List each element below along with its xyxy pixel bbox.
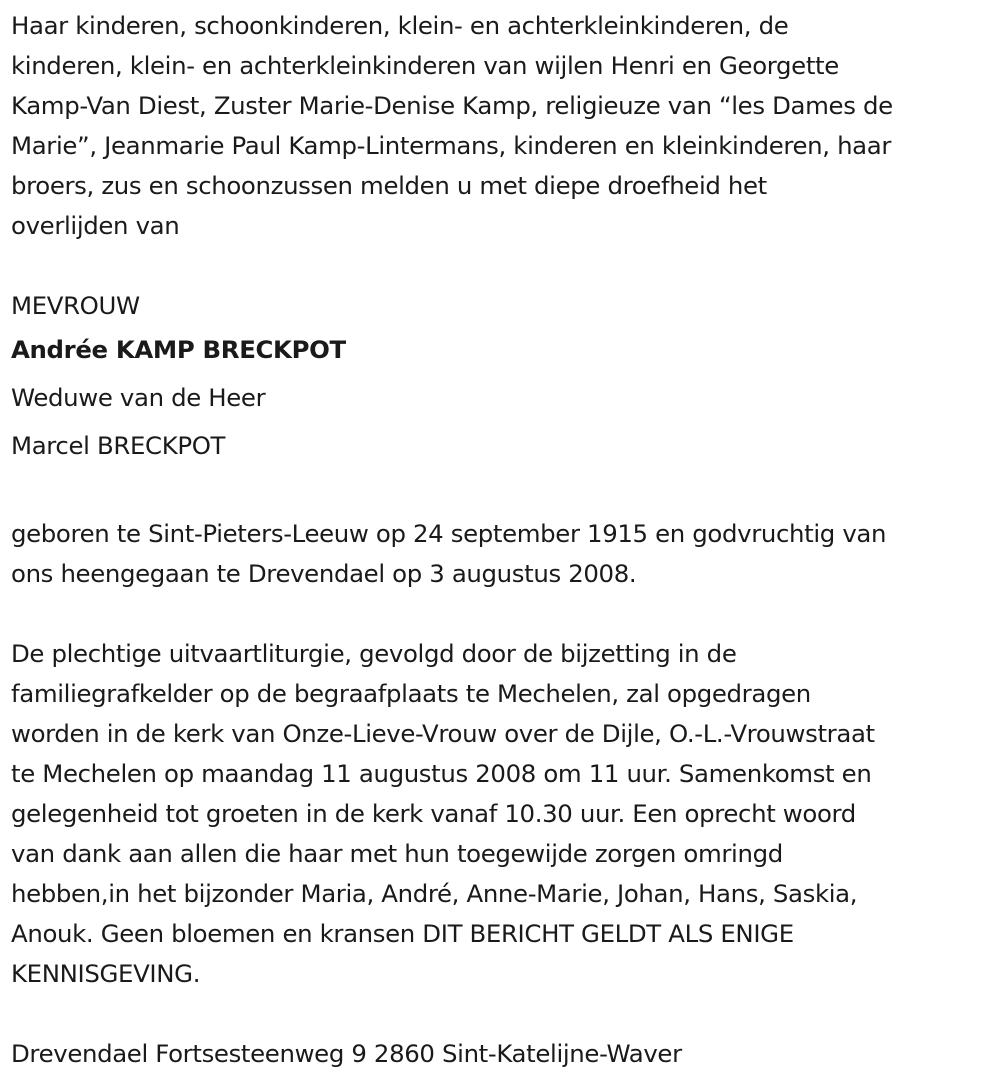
spacer (11, 470, 993, 514)
deceased-block (11, 286, 993, 470)
spacer (11, 594, 993, 634)
death-notice (11, 6, 993, 1074)
honorific-title: MEVROUW (11, 291, 140, 320)
spacer (11, 246, 993, 286)
funeral-paragraph: De plechtige uitvaartliturgie, gevolgd door de bijzetting in de familiegrafkelder op de begraafplaats te Mechelen, zal opgedragen worden in de kerk van Onze-Lieve-Vrouw over de Dijle, O.-L.-Vrouwstraat te Mechelen op maandag 11 augustus 2008 om 11 uur. Samenkomst en gelegenheid tot groeten in de kerk vanaf 10.30 uur. Een oprecht woord van dank aan allen die haar met hun toegewijde zorgen omringd hebben,in het bijzonder Maria, André, Anne-Marie, Johan, Hans, Saskia, Anouk. Geen bloemen en kransen DIT BERICHT GELDT ALS ENIGE KENNISGEVING. (11, 639, 875, 988)
spacer (11, 994, 993, 1034)
address-line: Drevendael Fortsesteenweg 9 2860 Sint-Katelijne-Waver (11, 1039, 682, 1068)
widow-line: Weduwe van de Heer (11, 383, 266, 412)
deceased-name: Andrée KAMP BRECKPOT (11, 335, 346, 364)
spouse-name: Marcel BRECKPOT (11, 431, 226, 460)
intro-paragraph: Haar kinderen, schoonkinderen, klein- en achterkleinkinderen, de kinderen, klein- en achterkleinkinderen van wijlen Henri en Georgette Kamp-Van Diest, Zuster Marie-Denise Kamp, religieuze van “les Dames de Marie”, Jeanmarie Paul Kamp-Lintermans, kinderen en kleinkinderen, haar broers, zus en schoonzussen melden u met diepe droefheid het overlijden van (11, 11, 893, 240)
birth-death-paragraph: geboren te Sint-Pieters-Leeuw op 24 september 1915 en godvruchtig van ons heengegaan te Drevendael op 3 augustus 2008. (11, 519, 887, 588)
